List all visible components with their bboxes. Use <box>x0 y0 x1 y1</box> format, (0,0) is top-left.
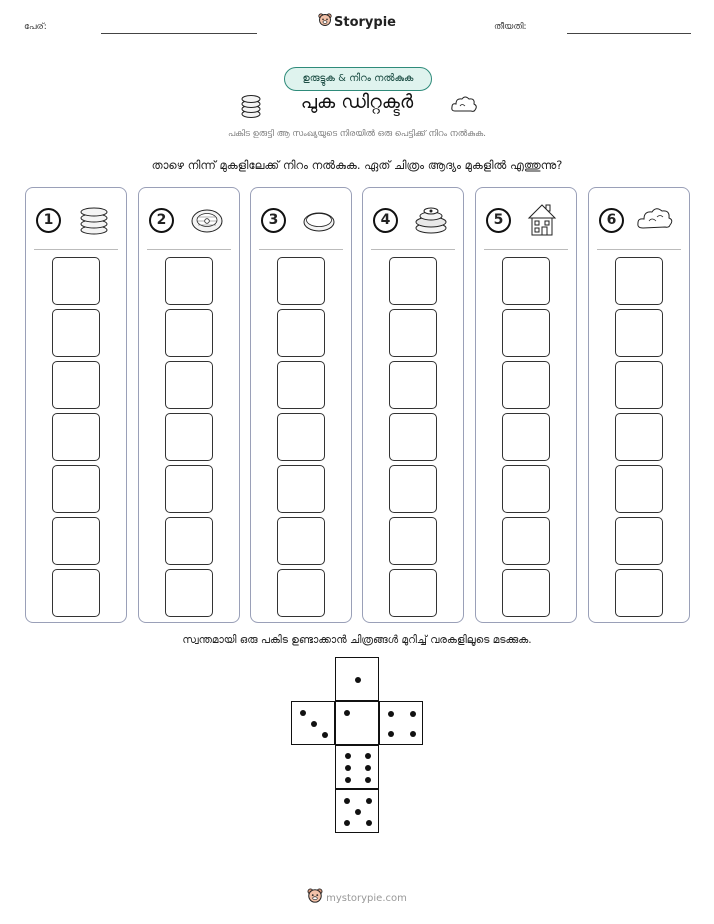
color-box[interactable] <box>52 517 100 565</box>
color-box[interactable] <box>389 309 437 357</box>
color-box[interactable] <box>615 257 663 305</box>
column-5 <box>475 187 577 623</box>
die-face-right <box>379 701 423 745</box>
color-box[interactable] <box>277 517 325 565</box>
die-face-bottom <box>335 789 379 833</box>
color-box[interactable] <box>615 517 663 565</box>
stacked-detector-icon <box>409 202 449 236</box>
column-number: 2 <box>149 208 174 233</box>
die-face-top <box>335 657 379 701</box>
column-number: 6 <box>599 208 624 233</box>
color-box[interactable] <box>502 257 550 305</box>
subtitle: പകിട ഉരുട്ടി ആ സംഖ്യയുടെ നിരയിൽ ഒരു പെട്ടിക്ക് നിറം നൽകുക. <box>228 129 486 139</box>
date-line <box>567 33 691 34</box>
color-box[interactable] <box>502 413 550 461</box>
bear-logo-icon <box>307 888 323 908</box>
color-box[interactable] <box>615 413 663 461</box>
name-line <box>101 33 257 34</box>
color-box[interactable] <box>52 257 100 305</box>
column-divider <box>34 249 118 250</box>
color-box[interactable] <box>389 465 437 513</box>
color-box[interactable] <box>389 517 437 565</box>
column-1 <box>25 187 127 623</box>
color-box[interactable] <box>502 517 550 565</box>
color-box[interactable] <box>52 309 100 357</box>
color-box[interactable] <box>277 569 325 617</box>
color-box[interactable] <box>277 309 325 357</box>
color-box[interactable] <box>165 257 213 305</box>
color-box[interactable] <box>52 361 100 409</box>
color-box[interactable] <box>615 465 663 513</box>
column-divider <box>259 249 343 250</box>
column-divider <box>597 249 681 250</box>
color-box[interactable] <box>389 413 437 461</box>
column-6 <box>588 187 690 623</box>
die-face-center <box>335 701 379 745</box>
page-title: പുക ഡിറ്റക്ടർ <box>300 91 414 113</box>
color-box[interactable] <box>389 569 437 617</box>
color-box[interactable] <box>52 465 100 513</box>
color-box[interactable] <box>389 361 437 409</box>
color-box[interactable] <box>615 361 663 409</box>
die-face-lower <box>335 745 379 789</box>
smoke-cloud-icon <box>635 202 675 236</box>
title-coin-stack-icon <box>240 93 262 123</box>
color-box[interactable] <box>502 465 550 513</box>
color-box[interactable] <box>165 465 213 513</box>
color-box[interactable] <box>165 569 213 617</box>
color-box[interactable] <box>165 517 213 565</box>
color-box[interactable] <box>277 257 325 305</box>
column-number: 1 <box>36 208 61 233</box>
dice-instruction: സ്വന്തമായി ഒരു പകിട ഉണ്ടാക്കാൻ ചിത്രങ്ങൾ മുറിച്ച് വരകളിലൂടെ മടക്കുക. <box>182 634 532 646</box>
column-number: 3 <box>261 208 286 233</box>
title-smoke-cloud-icon <box>450 94 478 120</box>
bear-logo-icon <box>318 13 332 32</box>
instruction: താഴെ നിന്ന് മുകളിലേക്ക് നിറം നൽകുക. ഏത് ചിത്രം ആദ്യം മുകളിൽ എത്തുന്നു? <box>151 158 563 172</box>
color-box[interactable] <box>615 569 663 617</box>
die-face-left <box>291 701 335 745</box>
column-divider <box>484 249 568 250</box>
color-box[interactable] <box>277 413 325 461</box>
color-box[interactable] <box>165 361 213 409</box>
color-box[interactable] <box>165 413 213 461</box>
column-divider <box>147 249 231 250</box>
date-label: തീയതി: <box>494 22 527 32</box>
brand-name: Storypie <box>334 15 396 30</box>
smoke-detector-icon <box>185 202 225 236</box>
color-box[interactable] <box>615 309 663 357</box>
color-box[interactable] <box>165 309 213 357</box>
footer-url[interactable]: mystorypie.com <box>326 893 407 904</box>
color-box[interactable] <box>277 361 325 409</box>
color-box[interactable] <box>52 413 100 461</box>
color-box[interactable] <box>389 257 437 305</box>
column-4 <box>362 187 464 623</box>
footer <box>0 888 714 908</box>
column-number: 4 <box>373 208 398 233</box>
color-box[interactable] <box>277 465 325 513</box>
activity-badge: ഉരുട്ടുക & നിറം നൽകുക <box>284 67 432 91</box>
color-box[interactable] <box>502 309 550 357</box>
color-box[interactable] <box>502 569 550 617</box>
column-2 <box>138 187 240 623</box>
house-icon <box>522 202 562 236</box>
brand-logo <box>0 13 714 32</box>
coin-stack-icon <box>72 202 112 236</box>
color-box[interactable] <box>502 361 550 409</box>
name-label: പേര്: <box>24 22 47 32</box>
column-number: 5 <box>486 208 511 233</box>
column-3 <box>250 187 352 623</box>
button-disc-icon <box>297 202 337 236</box>
column-divider <box>371 249 455 250</box>
color-box[interactable] <box>52 569 100 617</box>
